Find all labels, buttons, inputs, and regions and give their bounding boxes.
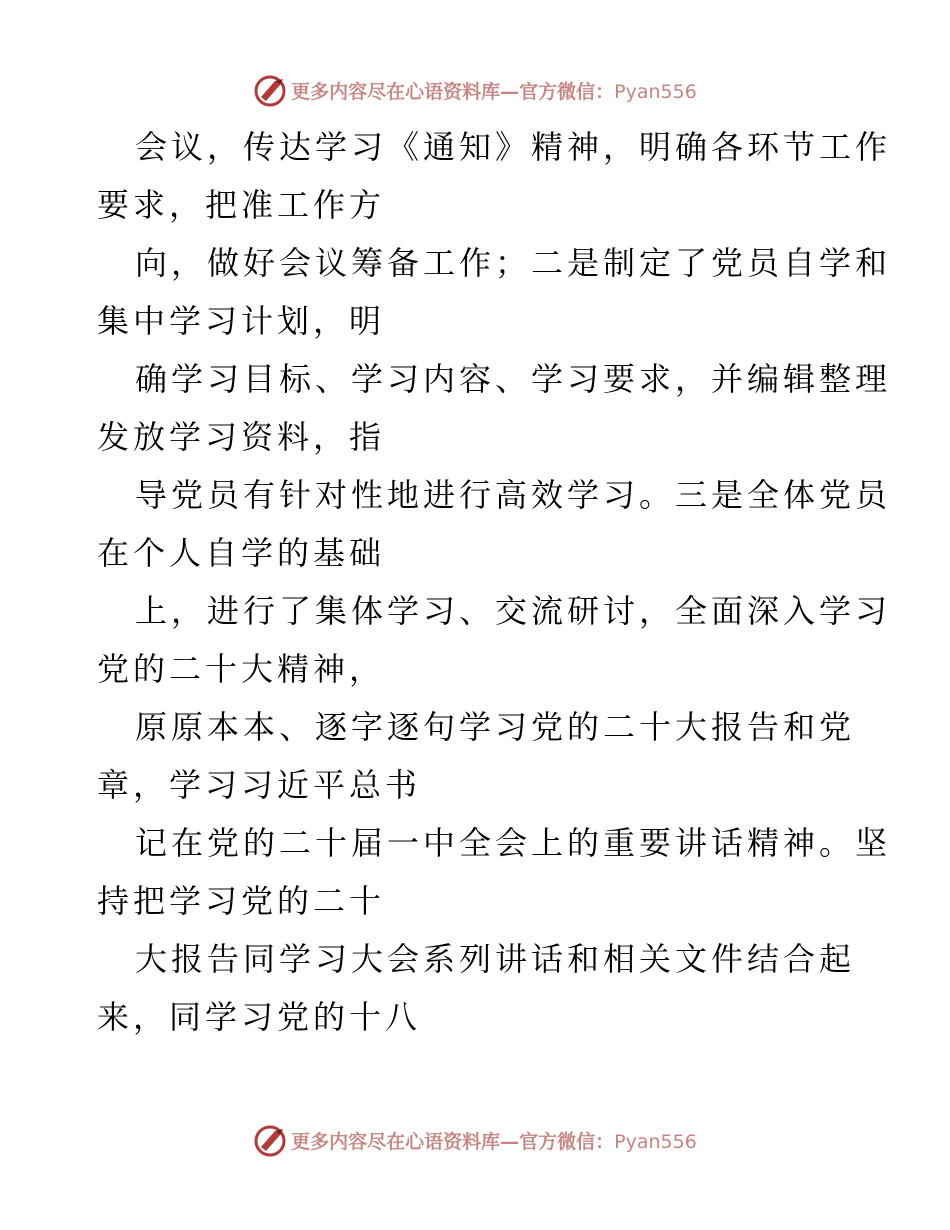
footer-banner: [0, 1120, 950, 1160]
document-body: [97, 118, 892, 1046]
body-text-line: 向，做好会议筹备工作；二是制定了党员自学和: [135, 244, 892, 282]
body-text-line: 党的二十大精神，: [97, 650, 386, 688]
body-text-line: 确学习目标、学习内容、学习要求，并编辑整理: [135, 360, 892, 398]
body-text-line: 在个人自学的基础: [97, 534, 386, 572]
pen-nib-circle-logo-icon: [253, 1123, 287, 1157]
body-text-line: 章，学习习近平总书: [97, 766, 422, 804]
body-text-line: 发放学习资料，指: [97, 418, 386, 456]
body-text-line: 持把学习党的二十: [97, 882, 386, 920]
body-text-line: 集中学习计划，明: [97, 302, 386, 340]
body-text-line: 要求，把准工作方: [97, 186, 386, 224]
pen-nib-circle-logo-icon: [253, 73, 287, 107]
body-text-line: 上，进行了集体学习、交流研讨，全面深入学习: [135, 592, 892, 630]
footer-banner-text: 更多内容尽在心语资料库—官方微信：Pyan556: [291, 1130, 697, 1153]
body-text-line: 会议，传达学习《通知》精神，明确各环节工作: [135, 128, 892, 166]
body-text-line: 导党员有针对性地进行高效学习。三是全体党员: [135, 476, 892, 514]
header-banner: [0, 70, 950, 110]
body-text-line: 大报告同学习大会系列讲话和相关文件结合起: [135, 940, 856, 978]
header-banner-text: 更多内容尽在心语资料库—官方微信：Pyan556: [291, 80, 697, 103]
body-text-line: 来，同学习党的十八: [97, 998, 422, 1036]
body-text-line: 记在党的二十届一中全会上的重要讲话精神。坚: [135, 824, 892, 862]
body-text-line: 原原本本、逐字逐句学习党的二十大报告和党: [135, 708, 856, 746]
